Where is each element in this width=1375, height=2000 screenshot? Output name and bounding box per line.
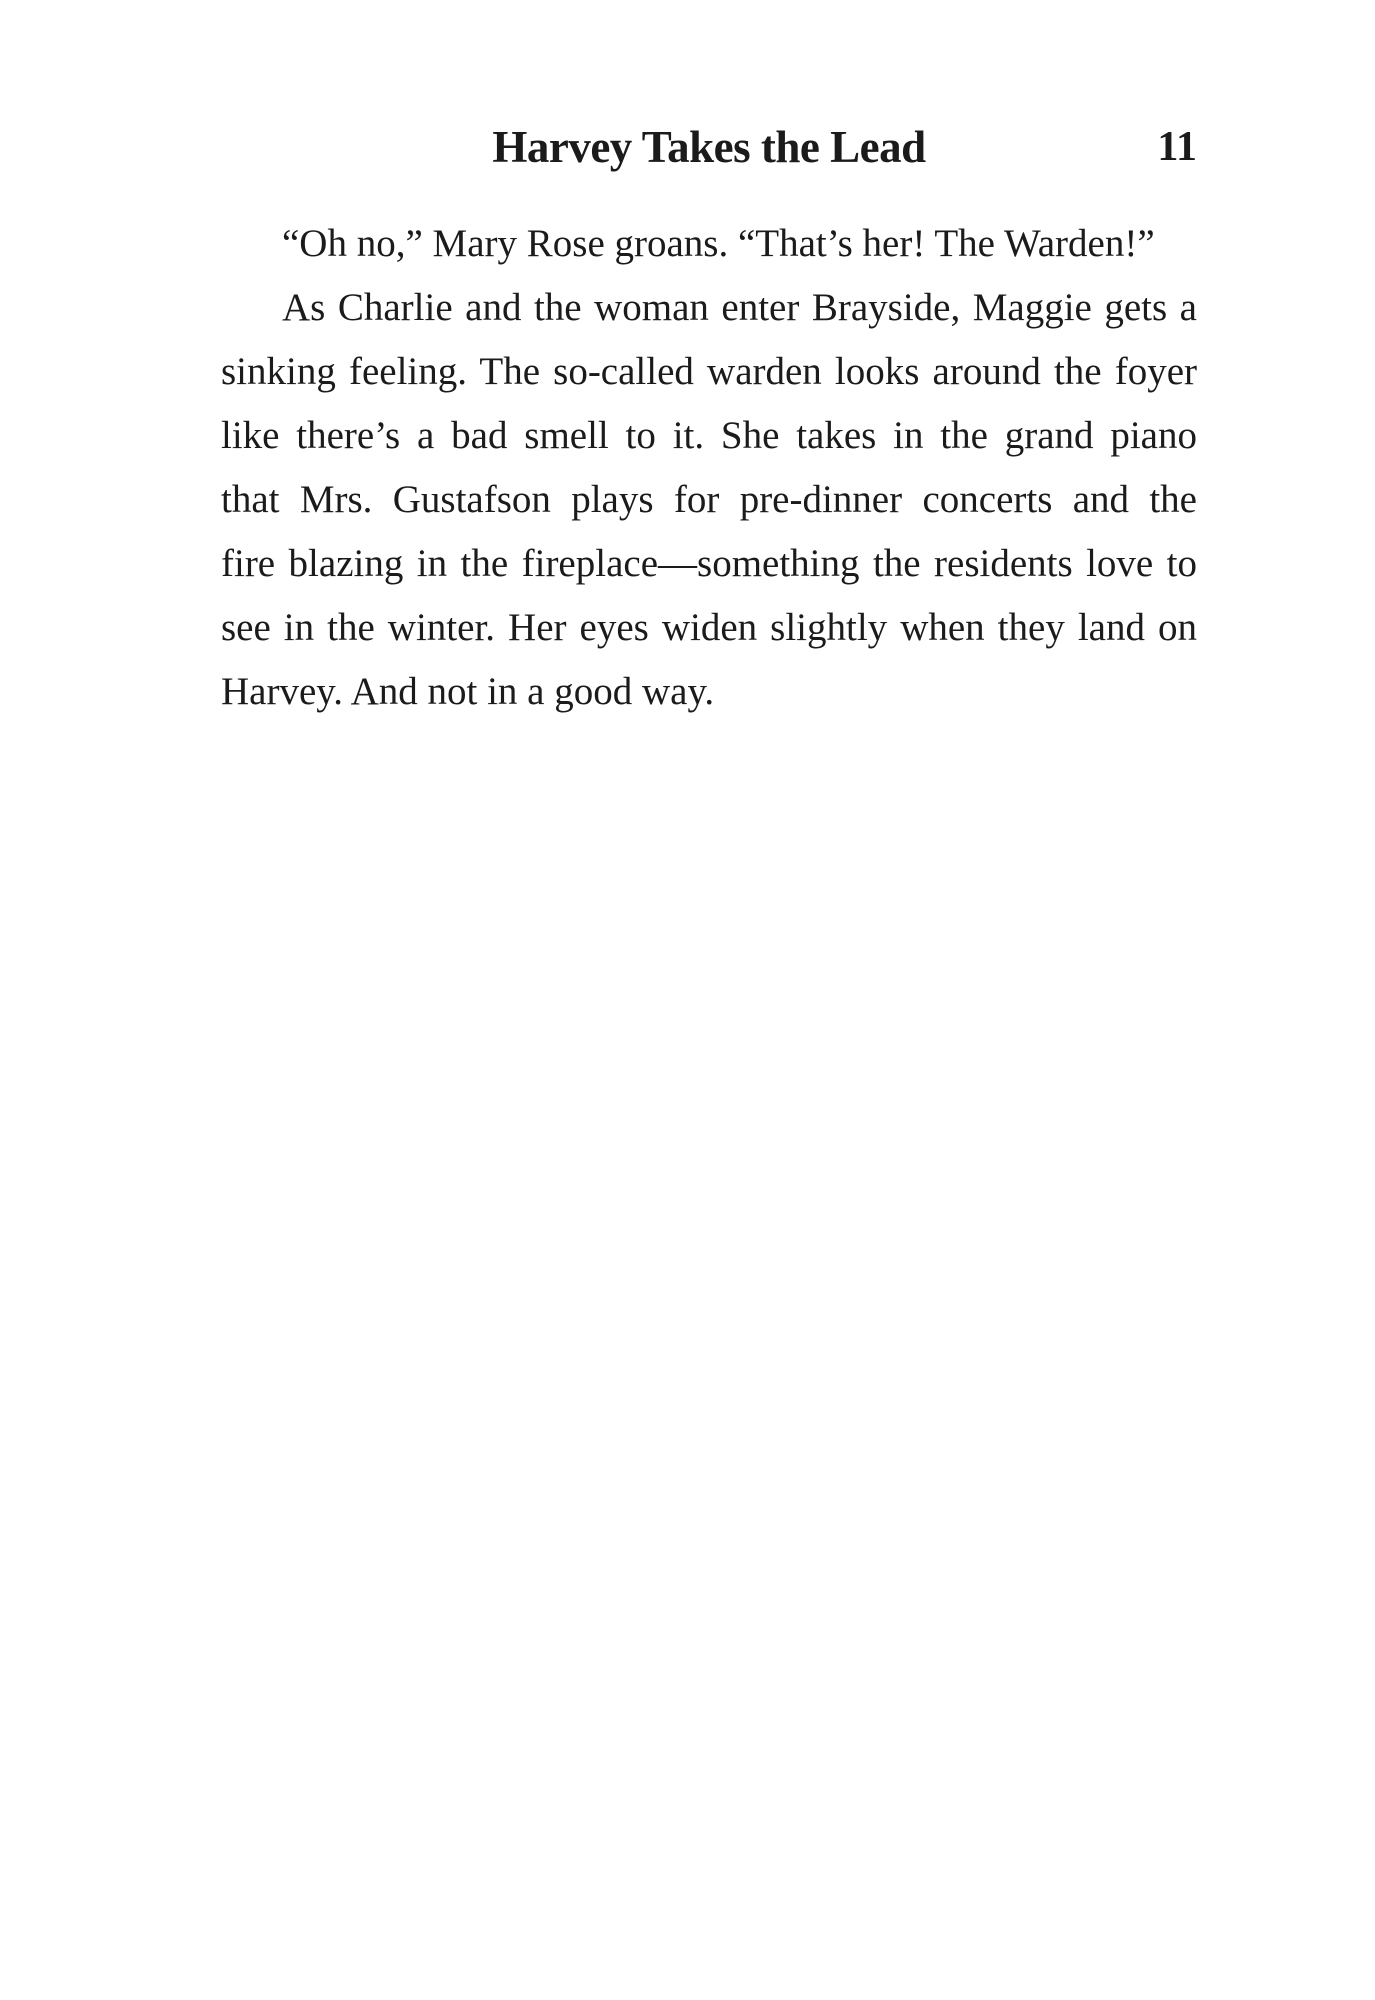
page-body [221,212,1197,724]
running-head: Harvey Takes the Lead [492,122,926,172]
paragraph-2-line-3: like there’s a bad smell to it. She takes in the grand piano [221,414,1197,457]
paragraph-2-line-4: that Mrs. Gustafson plays for pre-dinner concerts and the [221,478,1197,521]
paragraph-2-line-1: As Charlie and the woman enter Brayside, Maggie gets a [282,286,1197,329]
paragraph-2-line-7: Harvey. And not in a good way. [221,670,715,713]
paragraph-2-line-2: sinking feeling. The so-called warden looks around the foyer [221,350,1197,393]
paragraph-1-line-1: “Oh no,” Mary Rose groans. “That’s her! The Warden!” [282,222,1155,265]
page-header [221,122,1197,172]
page-number: 11 [1157,124,1197,170]
paragraph-2-line-5: fire blazing in the fireplace—something the residents love to [221,542,1197,585]
paragraph-2-line-6: see in the winter. Her eyes widen slightly when they land on [221,606,1197,649]
